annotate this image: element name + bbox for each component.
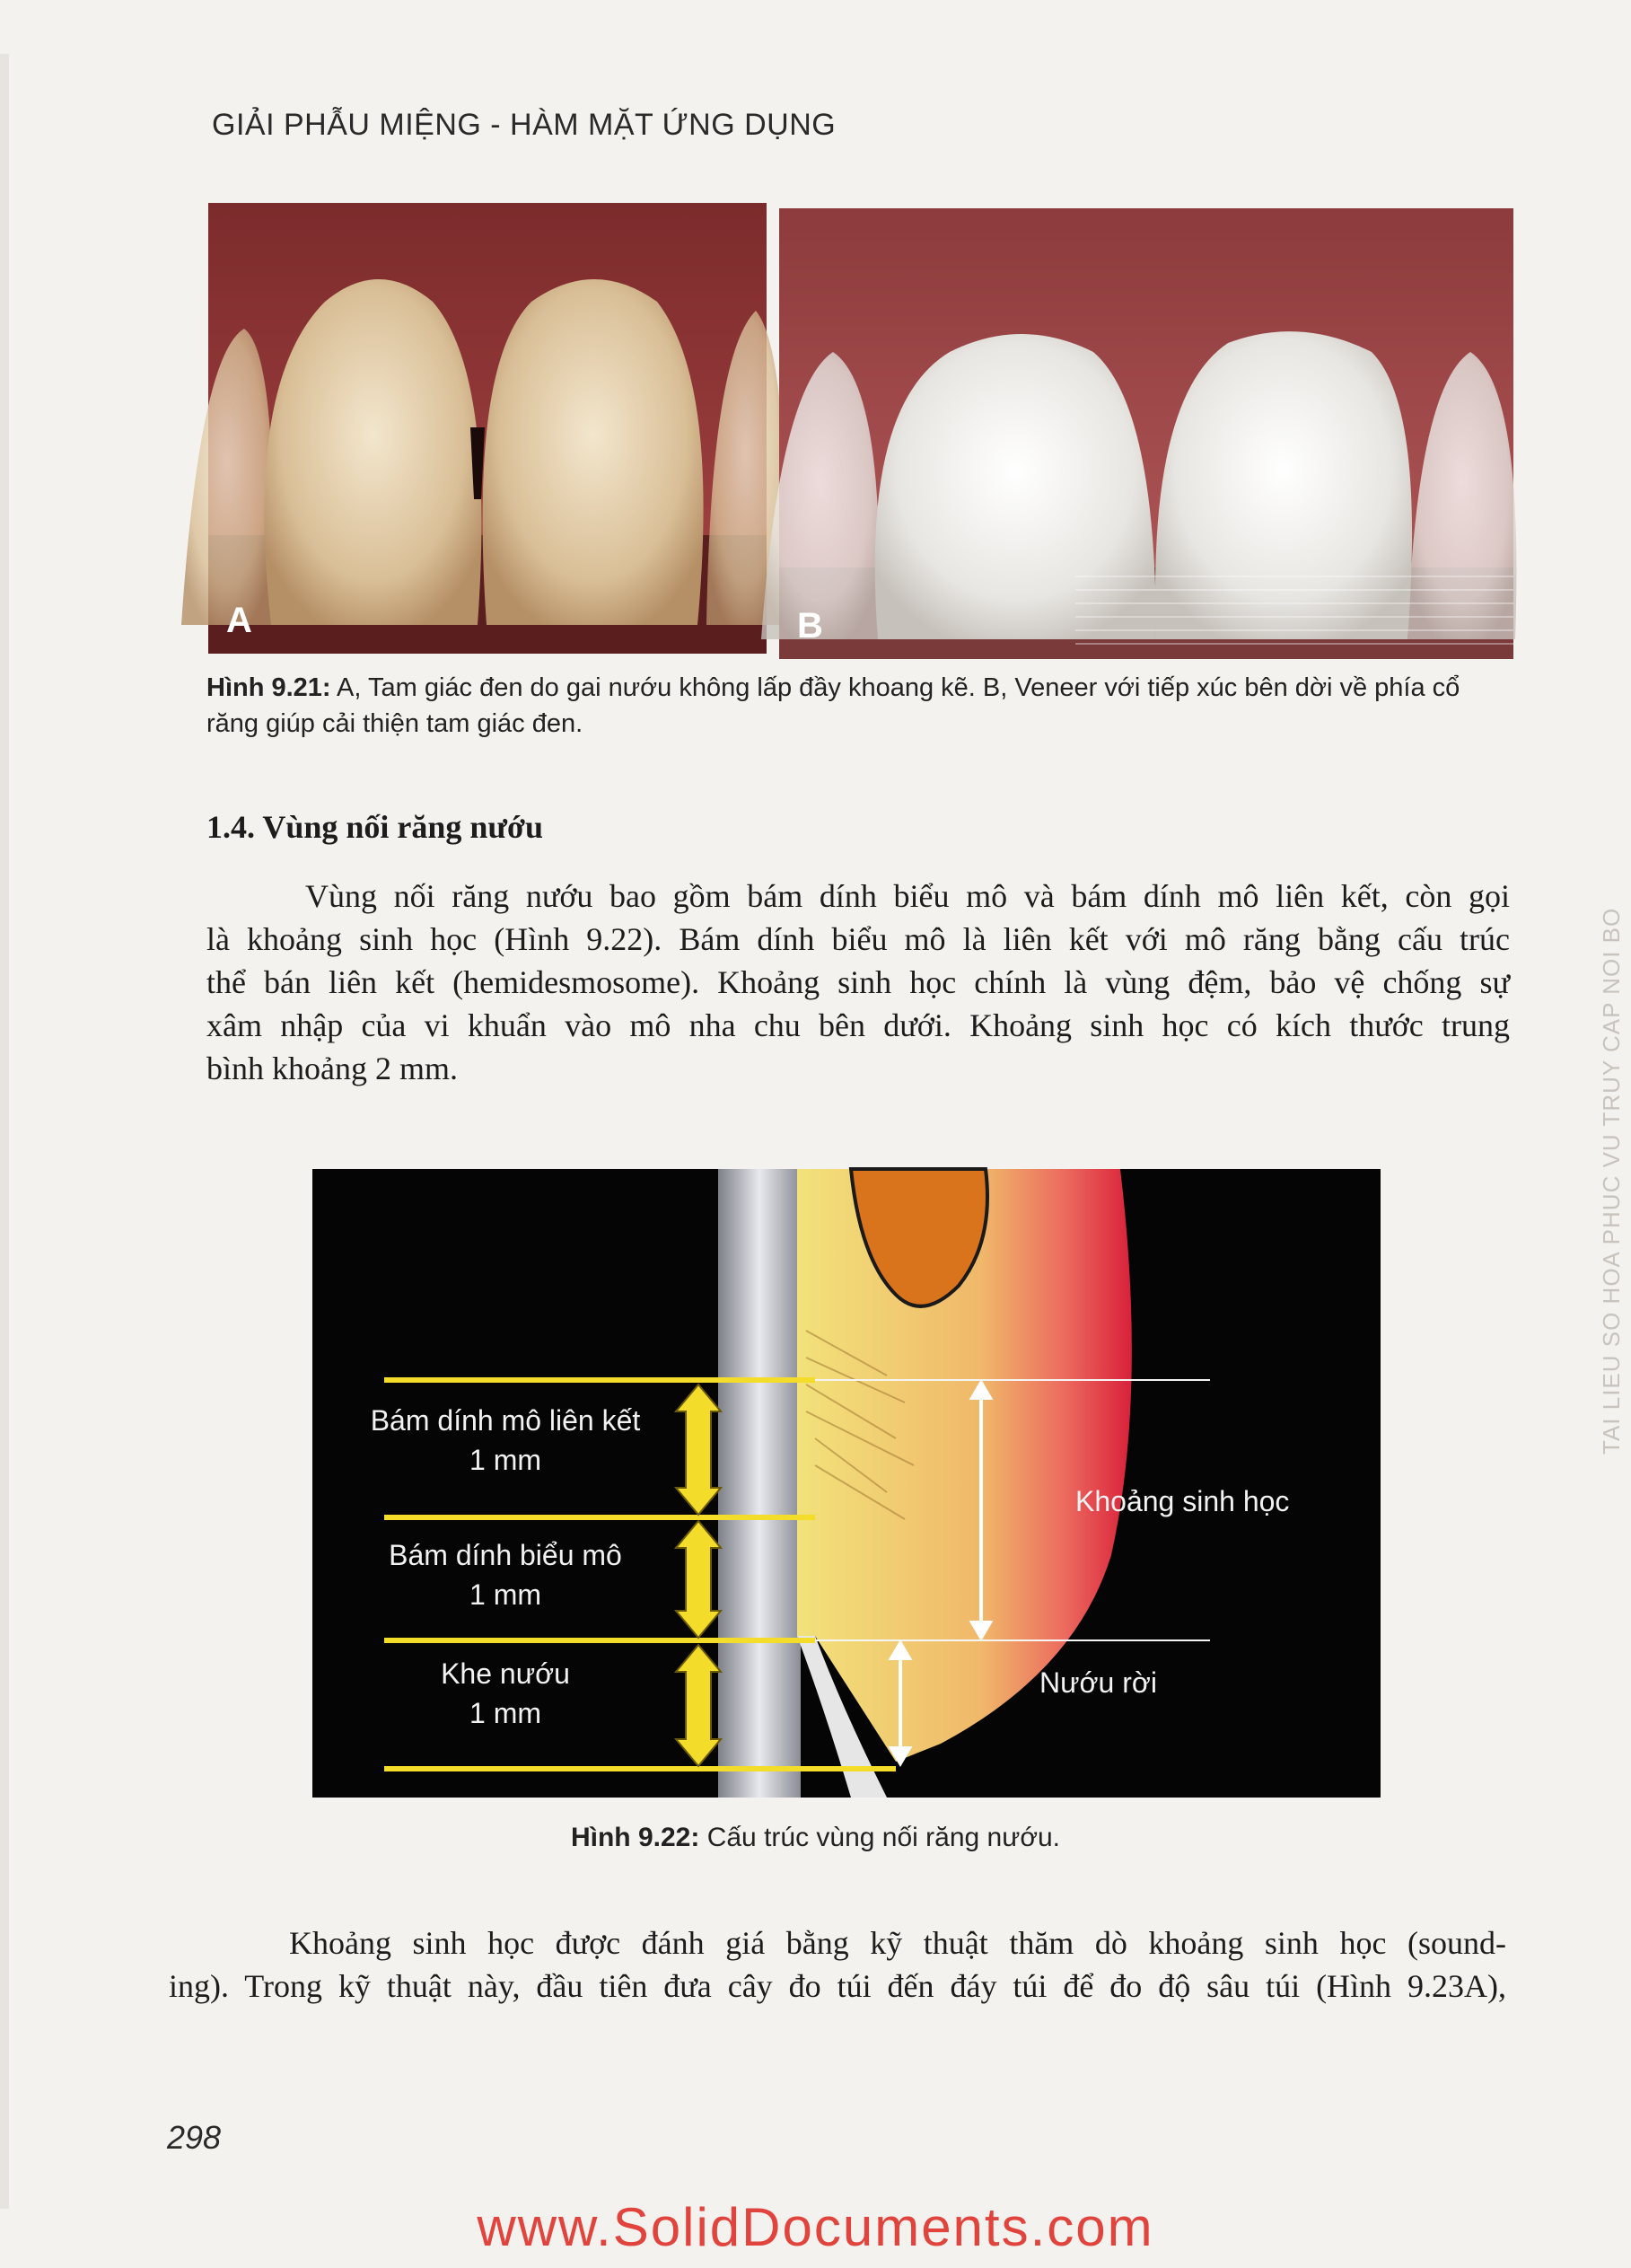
body-paragraph bbox=[206, 875, 1510, 1090]
footer-site-banner: www.SolidDocuments.com bbox=[477, 2197, 1154, 2257]
label-sulcus: Khe nướu 1 mm bbox=[441, 1657, 570, 1729]
paragraph-line: bình khoảng 2 mm. bbox=[206, 1050, 458, 1086]
figure-9-21-photo-a bbox=[208, 203, 767, 654]
caption-text: Cấu trúc vùng nối răng nướu. bbox=[699, 1823, 1061, 1852]
figure-9-22-diagram bbox=[312, 1169, 1381, 1798]
panel-label-b: B bbox=[797, 606, 823, 646]
teeth-photo-a-image bbox=[208, 203, 767, 654]
page-edge bbox=[0, 54, 9, 2209]
paragraph-line: xâm nhập của vi khuẩn vào mô nha chu bên dưới. Khoảng sinh học có kích thước trung bbox=[206, 1007, 1510, 1043]
teeth-photo-b-image bbox=[779, 208, 1513, 659]
caption-text: A, Tam giác đen do gai nướu không lấp đầy khoang kẽ. B, Veneer với tiếp xúc bên dời về phía cổ răng giúp cải thiện tam giác đen. bbox=[206, 673, 1460, 738]
figure-9-21-photo-b bbox=[779, 208, 1513, 659]
paragraph-line: thể bán liên kết (hemidesmosome). Khoảng sinh học chính là vùng đệm, bảo vệ chống sự bbox=[206, 964, 1510, 1000]
figure-9-22-caption bbox=[0, 1823, 1631, 1853]
page-number: 298 bbox=[167, 2119, 222, 2156]
paragraph-line: là khoảng sinh học (Hình 9.22). Bám dính biểu mô là liên kết với mô răng bằng cấu trúc bbox=[206, 921, 1510, 957]
body-paragraph-2 bbox=[169, 1921, 1506, 2008]
figure-9-21-caption bbox=[206, 670, 1517, 742]
label-biologic-width: Khoảng sinh học bbox=[1075, 1485, 1290, 1517]
paragraph-line: ing). Trong kỹ thuật này, đầu tiên đưa cây đo túi đến đáy túi để đo độ sâu túi (Hình 9.23A), bbox=[169, 1968, 1506, 2004]
label-free-gingiva: Nướu rời bbox=[1039, 1666, 1157, 1699]
label-connective-attachment: Bám dính mô liên kết 1 mm bbox=[370, 1404, 641, 1476]
label-epithelial-attachment: Bám dính biểu mô 1 mm bbox=[389, 1539, 622, 1611]
running-head: GIẢI PHẪU MIỆNG - HÀM MẶT ỨNG DỤNG bbox=[212, 108, 837, 142]
paragraph-line: Khoảng sinh học được đánh giá bằng kỹ thuật thăm dò khoảng sinh học (sound- bbox=[289, 1925, 1506, 1961]
panel-label-a: A bbox=[226, 601, 252, 640]
caption-label: Hình 9.21: bbox=[206, 673, 331, 702]
paragraph-line: Vùng nối răng nướu bao gồm bám dính biểu mô và bám dính mô liên kết, còn gọi bbox=[305, 878, 1510, 914]
side-watermark: TAI LIEU SO HOA PHUC VU TRUY CAP NOI BO bbox=[1598, 907, 1625, 1455]
caption-label: Hình 9.22: bbox=[570, 1823, 700, 1852]
section-heading: 1.4. Vùng nối răng nướu bbox=[206, 809, 543, 845]
